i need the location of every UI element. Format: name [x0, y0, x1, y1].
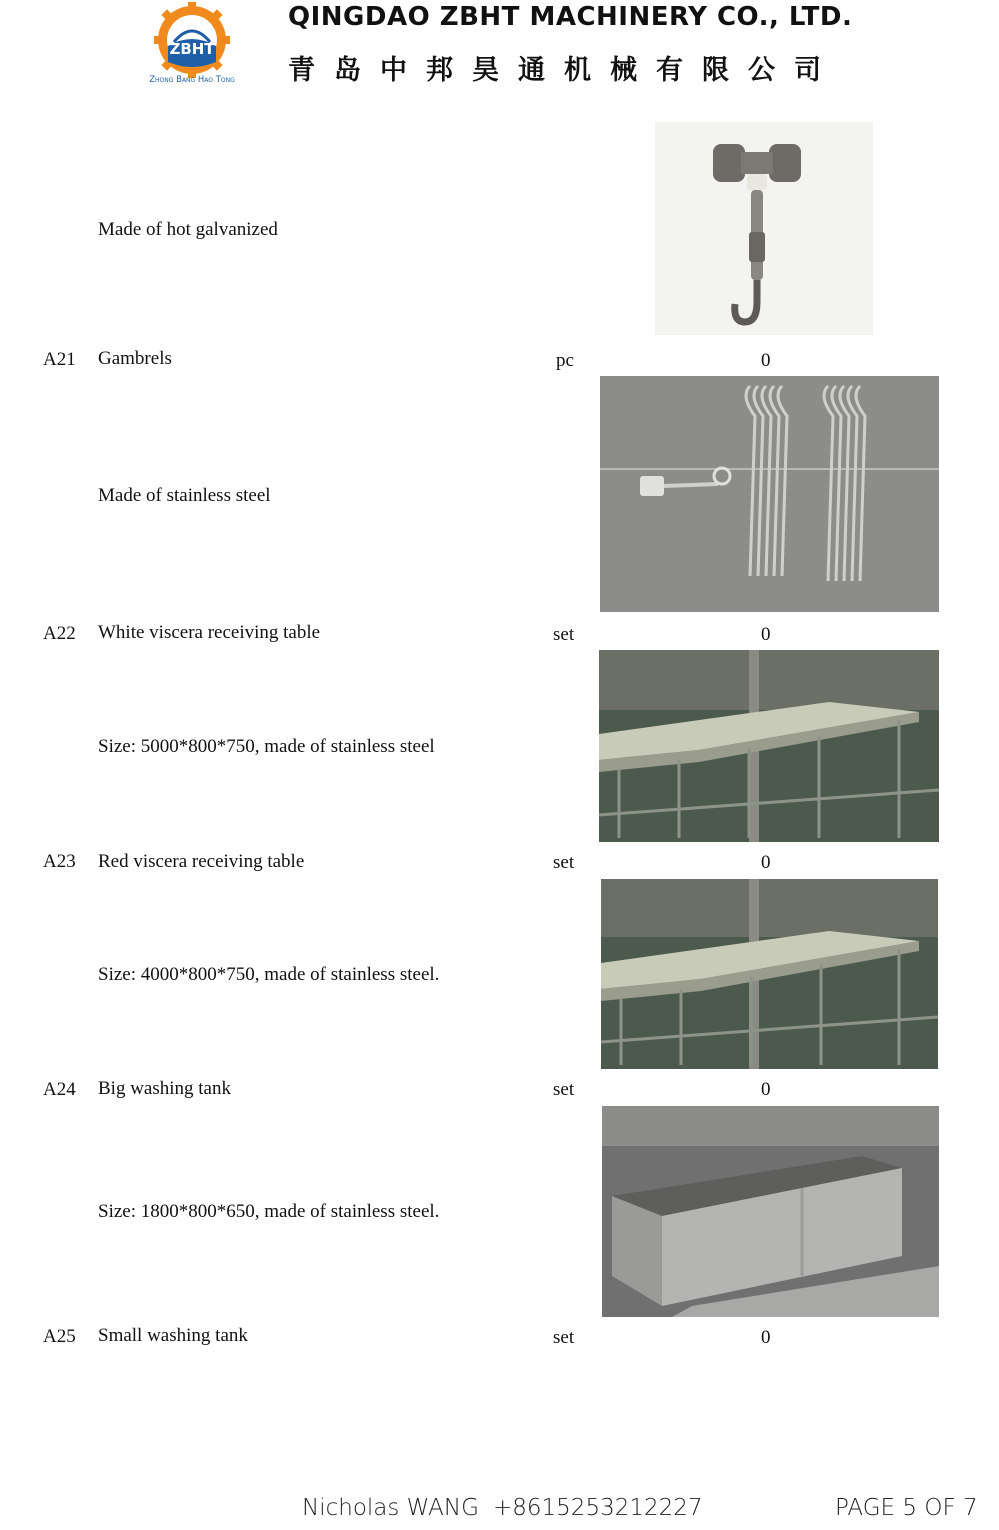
item-code: A22 [43, 623, 76, 644]
contact-name: Nicholas WANG [302, 1495, 479, 1521]
item-unit: set [553, 852, 575, 873]
item-name: Gambrels [98, 348, 172, 369]
item-code: A25 [43, 1326, 76, 1347]
item-code: A24 [43, 1079, 76, 1100]
white-viscera-table-image [599, 650, 939, 842]
item-quantity: 0 [761, 852, 771, 873]
red-viscera-table-image [601, 879, 938, 1069]
item-description: Size: 5000*800*750, made of stainless steel [98, 736, 435, 757]
logo-text: ZBHT [169, 40, 215, 58]
item-code: A21 [43, 349, 76, 370]
item-description: Size: 4000*800*750, made of stainless steel. [98, 964, 440, 985]
item-unit: set [553, 624, 575, 645]
logo-subtitle: Zhong Bang Hao Tong [149, 75, 235, 85]
item-quantity: 0 [761, 350, 771, 371]
item-unit: pc [556, 350, 574, 371]
item-name: Red viscera receiving table [98, 851, 305, 872]
item-description: Made of stainless steel [98, 485, 271, 506]
item-code: A23 [43, 851, 76, 872]
item-unit: set [553, 1327, 575, 1348]
item-name: White viscera receiving table [98, 622, 321, 643]
item-name: Small washing tank [98, 1325, 248, 1346]
item-description: Size: 1800*800*650, made of stainless steel. [98, 1201, 440, 1222]
item-unit: set [553, 1079, 575, 1100]
item-quantity: 0 [761, 1079, 771, 1100]
big-washing-tank-image [602, 1106, 939, 1317]
hook-trolley-image [655, 122, 873, 335]
company-name-en: QINGDAO ZBHT MACHINERY CO., LTD. [288, 2, 853, 32]
company-name-cn: 青岛中邦昊通机械有限公司 [288, 55, 840, 86]
item-quantity: 0 [761, 624, 771, 645]
contact-phone: +8615253212227 [493, 1495, 703, 1521]
gambrels-image [600, 376, 939, 612]
item-name: Big washing tank [98, 1078, 231, 1099]
company-logo [138, 2, 248, 86]
item-quantity: 0 [761, 1327, 771, 1348]
page-number: PAGE 5 OF 7 [835, 1495, 978, 1521]
item-description: Made of hot galvanized [98, 219, 278, 240]
